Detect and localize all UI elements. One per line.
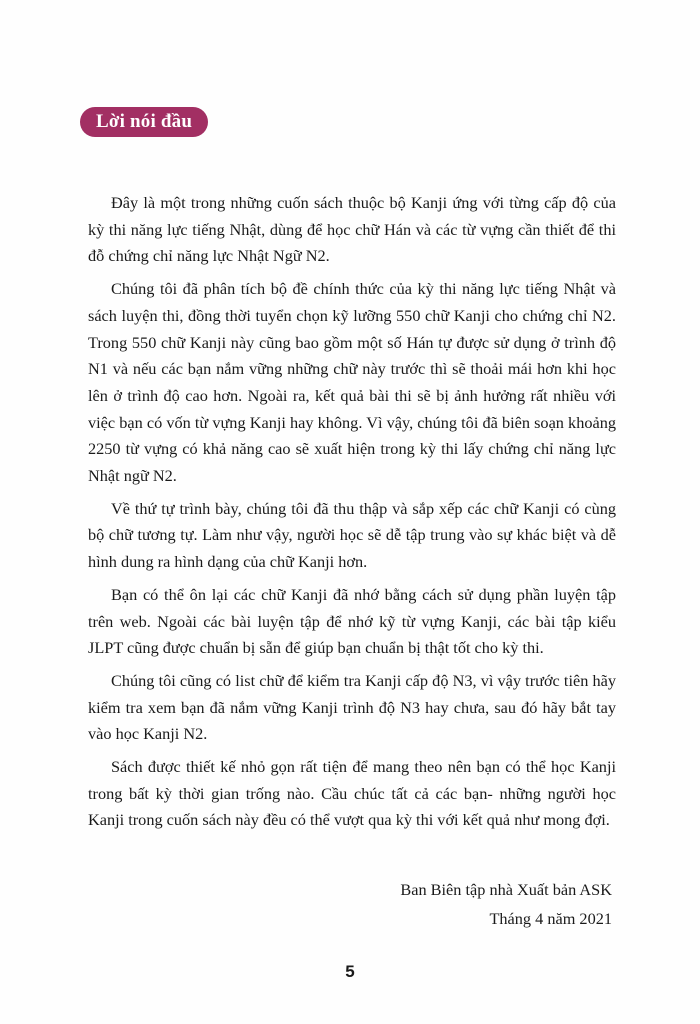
signature-date: Tháng 4 năm 2021 — [489, 909, 612, 928]
signature-block — [400, 876, 612, 934]
preface-paragraph-3: Về thứ tự trình bày, chúng tôi đã thu thập và sắp xếp các chữ Kanji có cùng bộ chữ tương tự. Làm như vậy, người học sẽ dễ tập trung vào sự khác biệt và dễ hình dung ra hình dạng của chữ Kanji hơn. — [88, 498, 616, 572]
preface-paragraph-4: Bạn có thể ôn lại các chữ Kanji đã nhớ bằng cách sử dụng phần luyện tập trên web. Ngoài các bài luyện tập để nhớ kỹ từ vựng Kanji, các bài tập kiểu JLPT cũng được chuẩn bị sẵn để giúp bạn chuẩn bị thật tốt cho kỳ thi. — [88, 584, 616, 658]
preface-paragraph-1: Đây là một trong những cuốn sách thuộc bộ Kanji ứng với từng cấp độ của kỳ thi năng lực tiếng Nhật, dùng để học chữ Hán và các từ vựng cần thiết để thi đỗ chứng chỉ năng lực Nhật Ngữ N2. — [88, 193, 616, 266]
preface-paragraph-6: Sách được thiết kế nhỏ gọn rất tiện để mang theo nên bạn có thể học Kanji trong bất kỳ thời gian trống nào. Cầu chúc tất cả các bạn- những người học Kanji trong cuốn sách này đều có thể vượt qua kỳ thi với kết quả như mong đợi. — [88, 757, 616, 830]
page-number: 5 — [345, 962, 355, 981]
preface-paragraph-2: Chúng tôi đã phân tích bộ đề chính thức của kỳ thi năng lực tiếng Nhật và sách luyện thi, đồng thời tuyển chọn kỹ lưỡng 550 chữ Kanji cho chứng chỉ N2. Trong 550 chữ Kanji này cũng bao gồm một số Hán tự được sử dụng ở trình độ N1 và nếu các bạn nắm vững những chữ này trước thì sẽ thoải mái hơn khi học lên ở trình độ cao hơn. Ngoài ra, kết quả bài thi sẽ bị ảnh hưởng rất nhiều với việc bạn có vốn từ vựng Kanji hay không. Vì vậy, chúng tôi đã biên soạn khoảng 2250 từ vựng có khả năng cao sẽ xuất hiện trong kỳ thi lấy chứng chỉ năng lực Nhật ngữ N2. — [88, 279, 616, 486]
preface-paragraph-5: Chúng tôi cũng có list chữ để kiểm tra Kanji cấp độ N3, vì vậy trước tiên hãy kiểm tra xem bạn đã nắm vững Kanji trình độ N3 hay chưa, sau đó hãy bắt tay vào học Kanji N2. — [88, 670, 616, 744]
publisher-signature: Ban Biên tập nhà Xuất bản ASK — [400, 880, 612, 899]
preface-body — [88, 190, 616, 840]
preface-heading-badge: Lời nói đầu — [80, 107, 208, 137]
